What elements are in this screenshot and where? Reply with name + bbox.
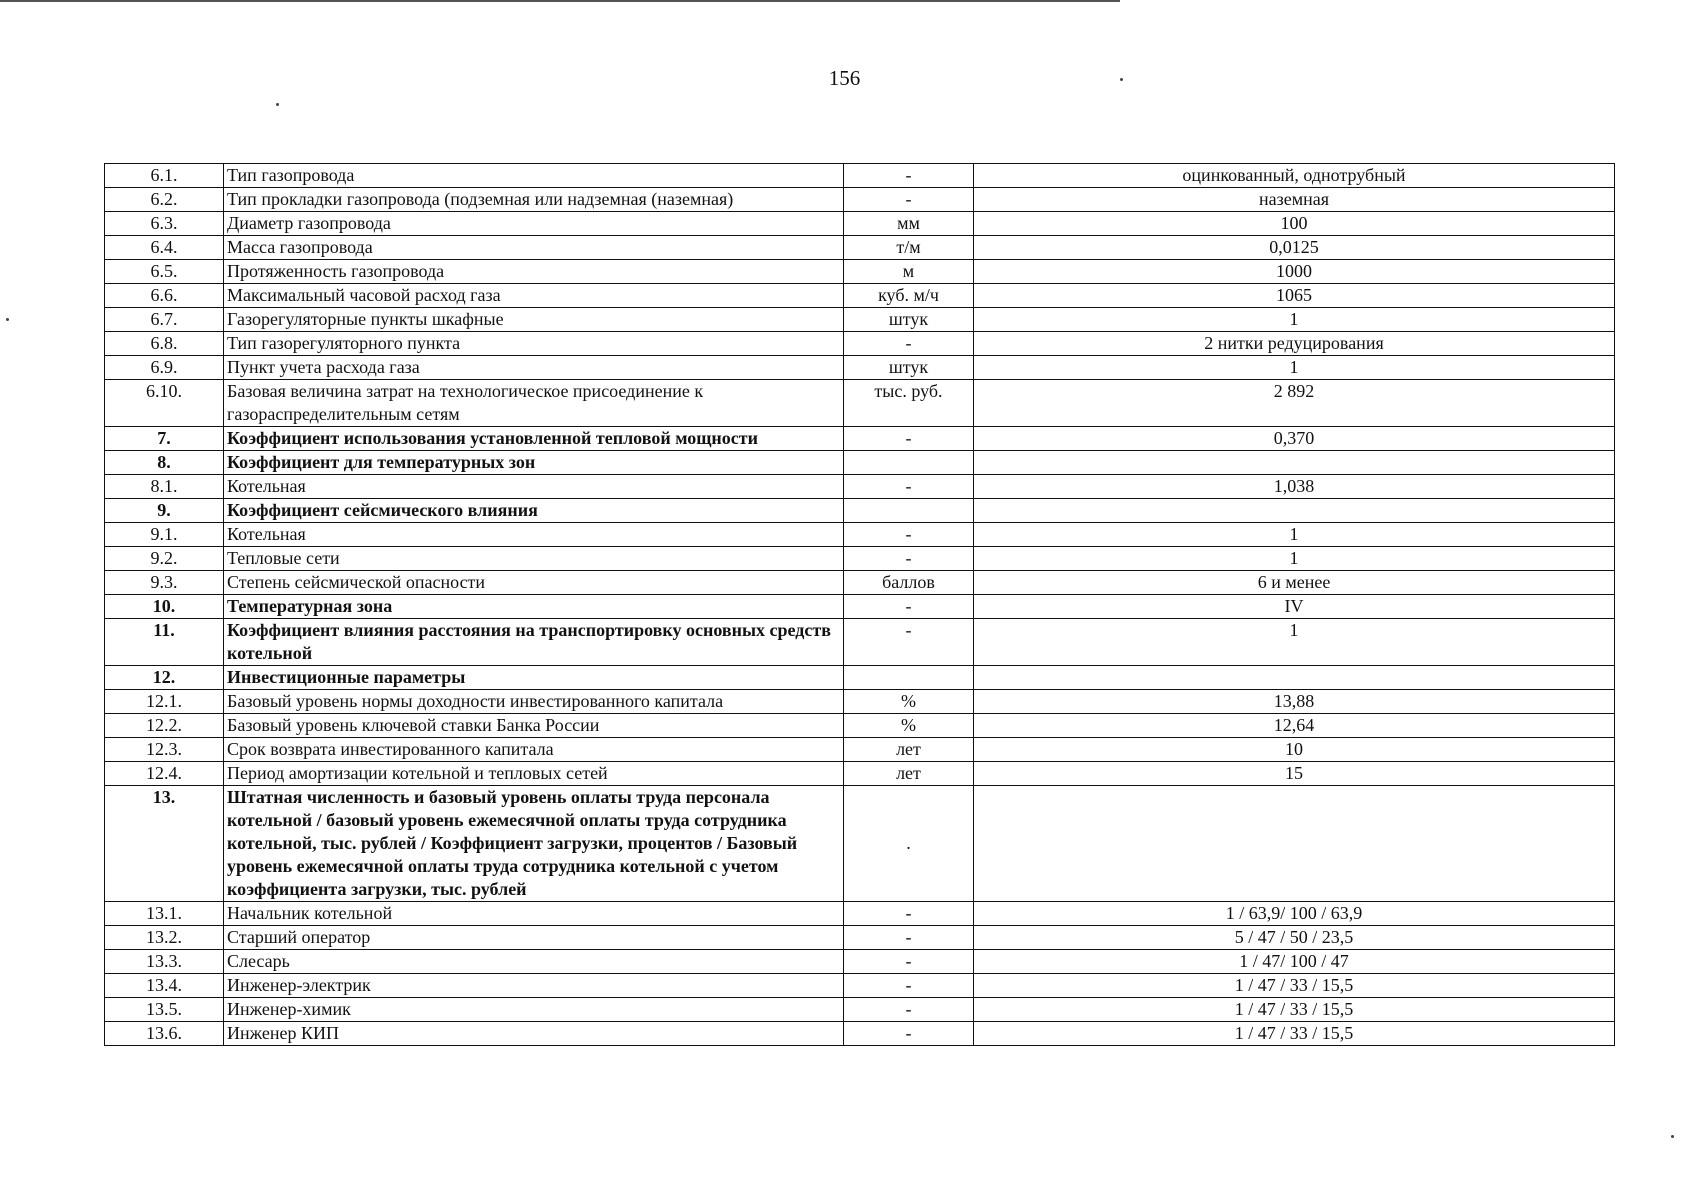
parameter-name: Инженер КИП: [224, 1022, 844, 1046]
row-number: 6.3.: [105, 212, 224, 236]
unit-cell: тыс. руб.: [844, 380, 974, 427]
unit-cell: %: [844, 690, 974, 714]
value-cell: [974, 666, 1615, 690]
unit-cell: т/м: [844, 236, 974, 260]
parameter-name: Масса газопровода: [224, 236, 844, 260]
unit-cell: -: [844, 950, 974, 974]
row-number: 12.2.: [105, 714, 224, 738]
parameter-name: Базовая величина затрат на технологическое присоединение к газораспределительным сетям: [224, 380, 844, 427]
row-number: 6.1.: [105, 164, 224, 188]
row-number: 13.2.: [105, 926, 224, 950]
row-number: 10.: [105, 595, 224, 619]
row-number: 13.1.: [105, 902, 224, 926]
parameter-name: Базовый уровень ключевой ставки Банка России: [224, 714, 844, 738]
row-number: 9.3.: [105, 571, 224, 595]
parameter-name: Тепловые сети: [224, 547, 844, 571]
value-cell: 6 и менее: [974, 571, 1615, 595]
table-row: [105, 762, 1615, 786]
value-cell: оцинкованный, однотрубный: [974, 164, 1615, 188]
parameter-name: Пункт учета расхода газа: [224, 356, 844, 380]
value-cell: 1: [974, 619, 1615, 666]
value-cell: 1 / 47 / 33 / 15,5: [974, 974, 1615, 998]
value-cell: 13,88: [974, 690, 1615, 714]
unit-cell: -: [844, 547, 974, 571]
row-number: 6.5.: [105, 260, 224, 284]
table-row: [105, 356, 1615, 380]
table-row: [105, 475, 1615, 499]
table-row: [105, 427, 1615, 451]
table-row: [105, 619, 1615, 666]
row-number: 13.3.: [105, 950, 224, 974]
unit-cell: -: [844, 164, 974, 188]
parameter-name: Начальник котельной: [224, 902, 844, 926]
unit-cell: -: [844, 998, 974, 1022]
parameter-name: Максимальный часовой расход газа: [224, 284, 844, 308]
unit-cell: мм: [844, 212, 974, 236]
parameter-name: Коэффициент влияния расстояния на транспортировку основных средств котельной: [224, 619, 844, 666]
value-cell: 1065: [974, 284, 1615, 308]
value-cell: 1: [974, 547, 1615, 571]
scan-speck: [276, 103, 279, 106]
row-number: 6.10.: [105, 380, 224, 427]
table-row: [105, 188, 1615, 212]
parameter-name: Период амортизации котельной и тепловых сетей: [224, 762, 844, 786]
parameter-name: Коэффициент использования установленной тепловой мощности: [224, 427, 844, 451]
unit-cell: -: [844, 974, 974, 998]
value-cell: 1 / 47/ 100 / 47: [974, 950, 1615, 974]
table-row: [105, 902, 1615, 926]
parameter-name: Инженер-химик: [224, 998, 844, 1022]
value-cell: 0,370: [974, 427, 1615, 451]
parameter-name: Срок возврата инвестированного капитала: [224, 738, 844, 762]
table-row: [105, 571, 1615, 595]
parameter-name: Диаметр газопровода: [224, 212, 844, 236]
parameter-name: Котельная: [224, 475, 844, 499]
table-row: [105, 499, 1615, 523]
unit-cell: -: [844, 523, 974, 547]
unit-cell: -: [844, 619, 974, 666]
table-body: [105, 164, 1615, 1046]
row-number: 12.3.: [105, 738, 224, 762]
unit-cell: -: [844, 595, 974, 619]
table-row: [105, 547, 1615, 571]
table-row: [105, 236, 1615, 260]
value-cell: [974, 451, 1615, 475]
row-number: 13.: [105, 786, 224, 902]
scan-speck: [6, 318, 9, 321]
unit-cell: баллов: [844, 571, 974, 595]
table-row: [105, 714, 1615, 738]
table-row: [105, 666, 1615, 690]
table-row: [105, 212, 1615, 236]
value-cell: 0,0125: [974, 236, 1615, 260]
value-cell: IV: [974, 595, 1615, 619]
row-number: 6.6.: [105, 284, 224, 308]
table-row: [105, 595, 1615, 619]
parameter-name: Коэффициент для температурных зон: [224, 451, 844, 475]
value-cell: 1: [974, 356, 1615, 380]
parameter-name: Тип газопровода: [224, 164, 844, 188]
table-row: [105, 786, 1615, 902]
table-row: [105, 738, 1615, 762]
row-number: 7.: [105, 427, 224, 451]
row-number: 8.: [105, 451, 224, 475]
unit-cell: лет: [844, 762, 974, 786]
value-cell: 1: [974, 308, 1615, 332]
table-row: [105, 926, 1615, 950]
parameter-name: Протяженность газопровода: [224, 260, 844, 284]
unit-cell: [844, 666, 974, 690]
value-cell: 10: [974, 738, 1615, 762]
row-number: 9.1.: [105, 523, 224, 547]
row-number: 12.1.: [105, 690, 224, 714]
value-cell: 1,038: [974, 475, 1615, 499]
unit-cell: %: [844, 714, 974, 738]
unit-cell: м: [844, 260, 974, 284]
scan-speck: [1120, 78, 1123, 81]
row-number: 9.2.: [105, 547, 224, 571]
value-cell: [974, 786, 1615, 902]
parameter-name: Газорегуляторные пункты шкафные: [224, 308, 844, 332]
value-cell: 1 / 47 / 33 / 15,5: [974, 1022, 1615, 1046]
row-number: 6.7.: [105, 308, 224, 332]
table-row: [105, 260, 1615, 284]
row-number: 11.: [105, 619, 224, 666]
parameter-name: Базовый уровень нормы доходности инвестированного капитала: [224, 690, 844, 714]
table-row: [105, 1022, 1615, 1046]
value-cell: 2 нитки редуцирования: [974, 332, 1615, 356]
row-number: 6.9.: [105, 356, 224, 380]
unit-cell: -: [844, 332, 974, 356]
value-cell: 1000: [974, 260, 1615, 284]
parameters-table: [104, 163, 1615, 1046]
table-row: [105, 308, 1615, 332]
row-number: 9.: [105, 499, 224, 523]
unit-cell: лет: [844, 738, 974, 762]
parameter-name: Степень сейсмической опасности: [224, 571, 844, 595]
table-row: [105, 523, 1615, 547]
unit-cell: куб. м/ч: [844, 284, 974, 308]
scan-top-edge: [0, 0, 1120, 2]
value-cell: 1: [974, 523, 1615, 547]
table-row: [105, 332, 1615, 356]
unit-cell: [844, 499, 974, 523]
table-row: [105, 380, 1615, 427]
unit-cell: -: [844, 188, 974, 212]
table-row: [105, 690, 1615, 714]
parameter-name: Штатная численность и базовый уровень оплаты труда персонала котельной / базовый уровень ежемесячной оплаты труда сотрудника котельной, тыс. рублей / Коэффициент загрузки, процентов / Базовый уровень ежемесячной оплаты труда сотрудника котельной с учетом коэффициента загрузки, тыс. рублей: [224, 786, 844, 902]
parameter-name: Тип газорегуляторного пункта: [224, 332, 844, 356]
value-cell: 12,64: [974, 714, 1615, 738]
parameter-name: Коэффициент сейсмического влияния: [224, 499, 844, 523]
unit-cell: -: [844, 926, 974, 950]
parameter-name: Инвестиционные параметры: [224, 666, 844, 690]
table-row: [105, 451, 1615, 475]
value-cell: 1 / 47 / 33 / 15,5: [974, 998, 1615, 1022]
table-row: [105, 998, 1615, 1022]
unit-cell: .: [844, 786, 974, 902]
parameter-name: Слесарь: [224, 950, 844, 974]
row-number: 6.4.: [105, 236, 224, 260]
unit-cell: [844, 451, 974, 475]
unit-cell: -: [844, 427, 974, 451]
unit-cell: -: [844, 475, 974, 499]
unit-cell: штук: [844, 356, 974, 380]
table-row: [105, 284, 1615, 308]
value-cell: 5 / 47 / 50 / 23,5: [974, 926, 1615, 950]
table-row: [105, 974, 1615, 998]
row-number: 8.1.: [105, 475, 224, 499]
unit-cell: -: [844, 902, 974, 926]
value-cell: [974, 499, 1615, 523]
row-number: 13.6.: [105, 1022, 224, 1046]
row-number: 13.5.: [105, 998, 224, 1022]
value-cell: 2 892: [974, 380, 1615, 427]
parameter-name: Старший оператор: [224, 926, 844, 950]
value-cell: 15: [974, 762, 1615, 786]
scan-speck: [1671, 1135, 1674, 1138]
parameter-name: Тип прокладки газопровода (подземная или надземная (наземная): [224, 188, 844, 212]
parameter-name: Температурная зона: [224, 595, 844, 619]
table-row: [105, 950, 1615, 974]
unit-cell: штук: [844, 308, 974, 332]
row-number: 6.2.: [105, 188, 224, 212]
parameter-name: Котельная: [224, 523, 844, 547]
row-number: 6.8.: [105, 332, 224, 356]
value-cell: 1 / 63,9/ 100 / 63,9: [974, 902, 1615, 926]
table-row: [105, 164, 1615, 188]
parameter-name: Инженер-электрик: [224, 974, 844, 998]
unit-cell: -: [844, 1022, 974, 1046]
row-number: 13.4.: [105, 974, 224, 998]
value-cell: наземная: [974, 188, 1615, 212]
row-number: 12.: [105, 666, 224, 690]
page-number: 156: [828, 66, 861, 90]
row-number: 12.4.: [105, 762, 224, 786]
value-cell: 100: [974, 212, 1615, 236]
